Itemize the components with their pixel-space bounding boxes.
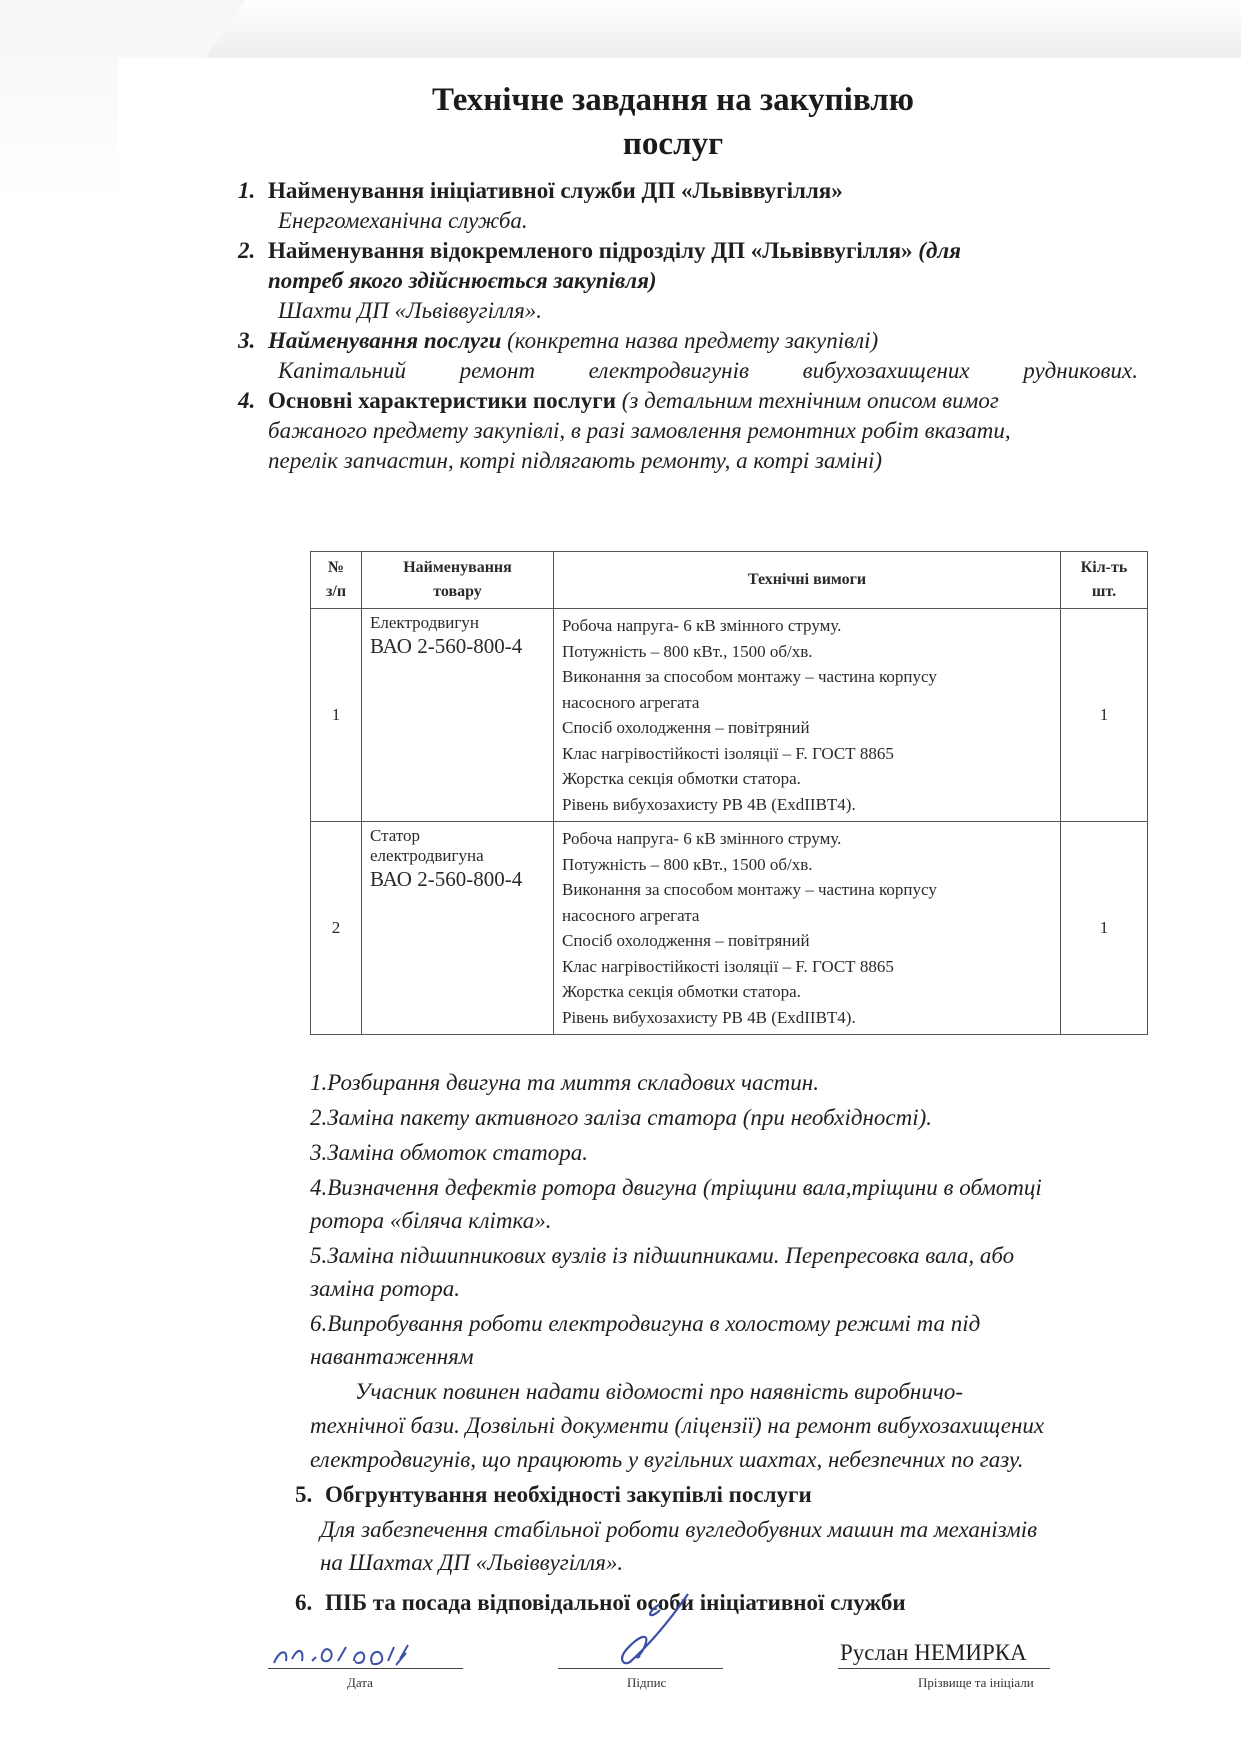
work-item-4b: ротора «біляча клітка». [310,1208,552,1233]
header-num-a: № [327,559,345,576]
section-1-heading: Найменування ініціативної служби ДП «Львіввугілля» [268,178,843,203]
spec-table [310,551,1148,1035]
section-5-heading: Обгрунтування необхідності закупівлі послуги [325,1482,812,1507]
section-3-number: 3. [238,328,256,353]
work-item-3: 3.Заміна обмоток статора. [310,1140,589,1165]
row1-name-cell [362,609,554,822]
date-underline [268,1668,463,1669]
signature-caption: Підпис [627,1675,667,1690]
section-2-heading: Найменування відокремленого підрозділу ДП «Львіввугілля» [268,238,913,263]
signature-underline [558,1668,723,1669]
row1-name: Електродвигун [370,613,479,632]
participant-para-a: Учасник повинен надати відомості про наявність виробничо- [355,1379,963,1404]
row2-name-b: електродвигуна [370,846,484,865]
row2-req-3: насосного агрегата [562,905,700,925]
header-name-b: товару [433,583,482,600]
header-qty-a: Кіл-ть [1080,559,1128,576]
section-2-note-a: (для [918,238,962,263]
table-row [311,609,1148,822]
row2-num: 2 [311,822,362,1035]
header-req: Технічні вимоги [554,552,1061,609]
row1-req-2: Виконання за способом монтажу – частина корпусу [562,667,937,686]
section-4-heading: Основні характеристики послуги [268,388,616,413]
row1-num: 1 [311,609,362,822]
work-item-1: 1.Розбирання двигуна та миття складових частин. [310,1070,819,1095]
row2-requirements [554,822,1061,1035]
section-1-value: Енергомеханічна служба. [278,208,528,233]
row2-req-4: Спосіб охолодження – повітряний [562,931,810,950]
section-3-value: Капітальний ремонт електродвигунів вибухозахищених рудникових. [278,358,1138,383]
section-3-heading-line [268,328,878,354]
row1-req-7: Рівень вибухозахисту РВ 4В (ExdIIBT4). [562,794,856,814]
table-row [311,822,1148,1035]
row2-req-0: Робоча напруга- 6 кВ змінного струму. [562,829,842,848]
section-5-value-a: Для забезпечення стабільної роботи вугледобувних машин та механізмів [320,1517,1038,1542]
work-item-5a: 5.Заміна підшипникових вузлів із підшипниками. Перепресовка вала, або [310,1243,1015,1268]
work-item-6a: 6.Випробування роботи електродвигуна в холостому режимі та під [310,1311,981,1336]
section-2-number: 2. [238,238,256,263]
participant-para-b: технічної бази. Дозвільні документи (ліцензії) на ремонт вибухозахищених [310,1413,1045,1438]
row2-req-7: Рівень вибухозахисту РВ 4В (ExdIIBT4). [562,1007,856,1027]
section-5-number: 5. [295,1482,313,1507]
name-caption: Прізвище та ініціали [918,1675,1034,1690]
section-4-heading-line [268,388,1148,414]
row2-qty: 1 [1061,822,1148,1035]
section-4-note-b: бажаного предмету закупівлі, в разі замовлення ремонтних робіт вказати, [268,418,1011,443]
row1-model: ВАО 2-560-800-4 [370,634,523,658]
doc-title-line2: послуг [622,126,724,162]
work-item-6b: навантаженням [310,1344,474,1369]
row2-req-1: Потужність – 800 кВт., 1500 об/хв. [562,854,813,874]
row1-requirements [554,609,1061,822]
section-2-heading-line [268,238,961,264]
section-3-note: (конкретна назва предмету закупівлі) [507,328,879,353]
header-name [362,552,554,609]
row1-qty: 1 [1061,609,1148,822]
row1-req-5: Клас нагрівостійкості ізоляції – F. ГОСТ 8865 [562,743,894,763]
header-qty-b: шт. [1091,583,1117,600]
handwritten-signature [600,1590,720,1670]
row1-req-6: Жорстка секція обмотки статора. [562,769,801,788]
name-underline [838,1668,1050,1669]
header-num [311,552,362,609]
section-4-note-a: (з детальним технічним описом вимог [621,388,999,413]
work-item-2: 2.Заміна пакету активного заліза статора (при необхідності). [310,1105,932,1130]
section-2-value: Шахти ДП «Львіввугілля». [278,298,543,323]
section-3-heading: Найменування послуги [268,328,502,353]
work-item-4a: 4.Визначення дефектів ротора двигуна (тріщини вала,тріщини в обмотці [310,1175,1042,1200]
row2-name-cell [362,822,554,1035]
header-name-a: Найменування [403,559,512,576]
section-5-value-b: на Шахтах ДП «Львіввугілля». [320,1550,624,1575]
section-2-note-b: потреб якого здійснюється закупівля) [268,268,657,293]
row2-req-2: Виконання за способом монтажу – частина корпусу [562,880,937,899]
section-4-note-c: перелік запчастин, котрі підлягають ремонту, а котрі заміні) [268,448,883,473]
section-1-number: 1. [238,178,256,203]
row1-req-3: насосного агрегата [562,692,700,712]
section-4-number: 4. [238,388,256,413]
doc-title-line1: Технічне завдання на закупівлю [432,82,914,118]
row2-name-a: Статор [370,826,421,845]
header-num-b: з/п [325,583,347,600]
work-item-5b: заміна ротора. [310,1276,461,1301]
row1-req-1: Потужність – 800 кВт., 1500 об/хв. [562,641,813,661]
row2-model: ВАО 2-560-800-4 [370,867,523,891]
row1-req-0: Робоча напруга- 6 кВ змінного струму. [562,616,842,635]
table-header-row [311,552,1148,609]
participant-para-c: електродвигунів, що працюють у вугільних шахтах, небезпечних по газу. [310,1447,1024,1472]
section-6-heading: ПІБ та посада відповідальної особи ініціативної служби [325,1590,906,1615]
row1-req-4: Спосіб охолодження – повітряний [562,718,810,737]
section-6-number: 6. [295,1590,313,1615]
date-caption: Дата [347,1675,373,1690]
row2-req-6: Жорстка секція обмотки статора. [562,982,801,1001]
header-qty [1061,552,1148,609]
row2-req-5: Клас нагрівостійкості ізоляції – F. ГОСТ 8865 [562,956,894,976]
responsible-name: Руслан НЕМИРКА [840,1640,1027,1665]
